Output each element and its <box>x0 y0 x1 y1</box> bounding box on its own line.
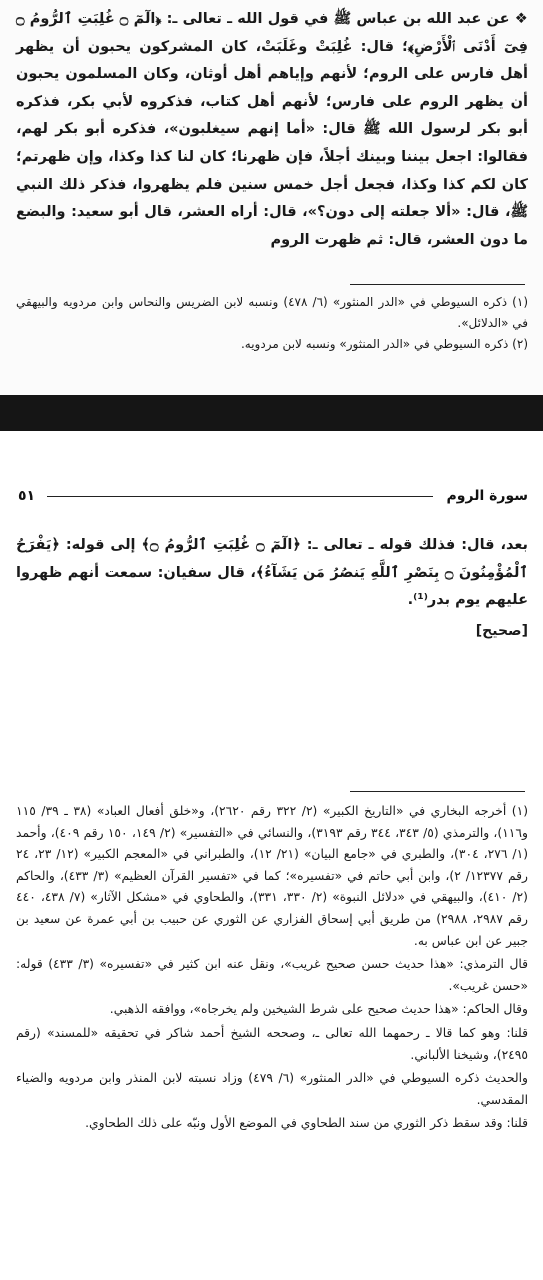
header-rule <box>47 496 432 497</box>
footnote-separator <box>350 791 525 792</box>
previous-page-fragment <box>0 0 543 395</box>
main-text <box>16 532 528 645</box>
hadith-continuation: بعد، قال: فذلك قوله ـ تعالى ـ: ﴿الٓمٓ ۝ غُلِبَتِ ٱلرُّومُ ۝﴾ إلى قوله: ﴿يَفْرَحُ ٱلْمُؤْمِنُونَ ۝ بِنَصْرِ ٱللَّهِ يَنصُرُ مَن يَشَآءُ﴾، قال سفيان: سمعت أنهم ظهروا عليهم يوم بدر⁽¹⁾. <box>16 537 528 608</box>
hadith-text: ❖ عن عبد الله بن عباس ﷺ في قول الله ـ تعالى ـ: ﴿الٓمٓ ۝ غُلِبَتِ ٱلرُّومُ ۝ فِىٓ أَدْنَى ٱلْأَرْضِ﴾؛ قال: غُلِبَتْ وغَلَبَتْ، كان المشركون يحبون أن يظهر أهل فارس على الروم؛ لأنهم وإياهم أهل أوثان، وكان المسلمون يحبون أن يظهر الروم على فارس؛ لأنهم أهل كتاب، فذكروه لأبي بكر، فذكره أبو بكر لرسول الله ﷺ قال: «أما إنهم سيغلبون»، فذكره أبو بكر لهم، فقالوا: اجعل بيننا وبينك أجلاً، فإن ظهرنا؛ كان لنا كذا وكذا، وإن ظهرتم؛ كان لكم كذا وكذا، فجعل أجل خمس سنين فلم يظهروا، فذكر ذلك النبي ﷺ، قال: «ألا جعلته إلى دون؟»، قال: أراه العشر، قال أبو سعيد: والبضع ما دون العشر، قال: ثم ظهرت الروم <box>16 11 529 248</box>
footnote-tahawi: قلنا: وقد سقط ذكر الثوري من سند الطحاوي في الموضع الأول ونبّه على ذلك الطحاوي. <box>85 1116 528 1131</box>
footnote-hakim: وقال الحاكم: «هذا حديث صحيح على شرط الشيخين ولم يخرجاه»، ووافقه الذهبي. <box>109 1002 528 1017</box>
footnote-2: (٢) ذكره السيوطي في «الدر المنثور» ونسبه لابن مردويه. <box>240 337 528 351</box>
hadith-grade: [صحيح] <box>475 622 528 639</box>
running-header <box>18 485 528 507</box>
grade-row <box>16 618 528 646</box>
footnote-suyuti: والحديث ذكره السيوطي في «الدر المنثور» (٦/ ٤٧٩) وزاد نسبته لابن المنذر وابن مردويه والضياء المقدسي. <box>16 1071 528 1107</box>
footnotes <box>16 292 528 355</box>
footnote-1: (١) ذكره السيوطي في «الدر المنثور» (٦/ ٤٧٨) ونسبه لابن الضريس والنحاس وابن مردويه والبيهقي في «الدلائل». <box>16 295 529 330</box>
footnote-verdict: قلنا: وهو كما قالا ـ رحمهما الله تعالى ـ، وصححه الشيخ أحمد شاكر في تحقيقه «للمسند» (رقم ٢٤٩٥)، وشيخنا الألباني. <box>16 1025 528 1062</box>
page-number: ٥١ <box>18 488 36 504</box>
footnotes <box>16 801 528 1137</box>
running-title: سورة الروم <box>446 488 528 504</box>
current-page <box>0 431 543 1280</box>
footnote-separator <box>350 284 525 285</box>
footnote-takhrij: (١) أخرجه البخاري في «التاريخ الكبير» (٢/ ٣٢٢ رقم ٢٦٢٠)، و«خلق أفعال العباد» (٣٨ ـ ٣٩/ ١١٥ و١١٦)، والترمذي (٥/ ٣٤٣، ٣٤٤ رقم ٣١٩٣)، والنسائي في «التفسير» (٢/ ١٤٩، ١٥٠ رقم ٤٠٩)، وأحمد (١/ ٢٧٦، ٣٠٤)، والطبري في «جامع البيان» (٢١/ ١٢)، والطبراني في «المعجم الكبير» (١٢/ ٢٣، ٢٤ رقم ١٢٣٧٧/ ٢)، وابن أبي حاتم في «تفسيره»؛ كما في «تفسير القرآن العظيم» (٣/ ٤٣٣)، والحاكم (٢/ ٤١٠)، والبيهقي في «دلائل النبوة» (٢/ ٣٣٠، ٣٣١)، والطحاوي في «مشكل الآثار» (٧/ ٤٣٨، ٤٤٠ رقم ٢٩٨٧، ٢٩٨٨) من طريق أبي إسحاق الفزاري عن الثوري عن حبيب بن أبي عمرة عن سعيد بن جبير عن ابن عباس به. <box>16 804 528 948</box>
footnote-tirmidhi: قال الترمذي: «هذا حديث حسن صحيح غريب»، ونقل عنه ابن كثير في «تفسيره» (٣/ ٤٣٣) قوله: «حسن غريب». <box>16 957 529 993</box>
page-separator-band <box>0 395 543 431</box>
